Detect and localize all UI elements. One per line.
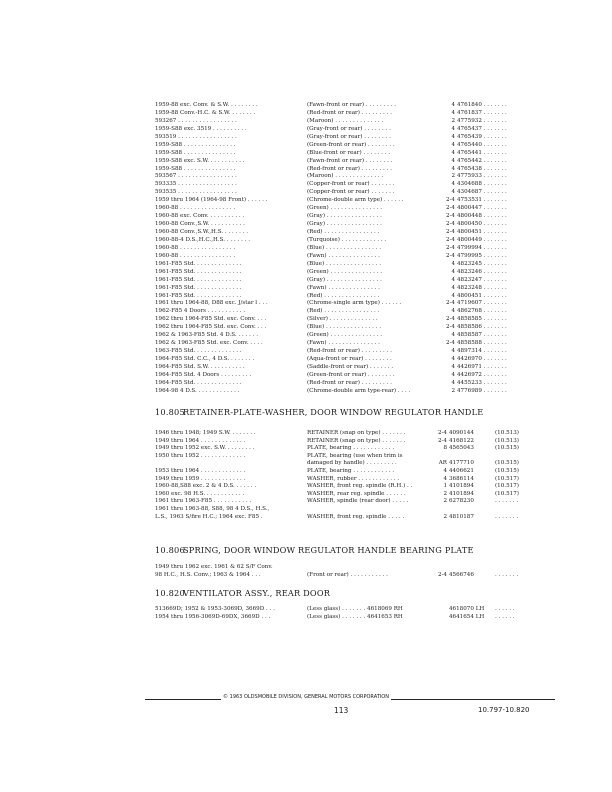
part-number-cell: 4823247 . . . . . . . [457, 276, 507, 283]
page-number: 113 [334, 706, 349, 715]
reference-cell: . . . . . . . [495, 571, 519, 578]
reference-cell: (10.515) [495, 460, 519, 467]
parts-row [155, 293, 555, 301]
parts-row [155, 237, 555, 245]
parts-row [155, 476, 555, 484]
part-number-cell: 4800447 . . . . . . . [457, 205, 507, 212]
parts-row [155, 158, 555, 166]
model-cell: 593335 . . . . . . . . . . . . . . . . . [155, 181, 237, 188]
parts-row [155, 253, 555, 261]
part-number-cell: 4765442 . . . . . . . [457, 157, 507, 164]
parts-row [155, 445, 555, 453]
description-cell: (Chrome-double arm type-rear) . . . . [307, 387, 411, 394]
section-number: 10.820 [155, 588, 185, 598]
model-cell: 1964-98 4 D.S. . . . . . . . . . . . . [155, 387, 240, 394]
part-number-cell: 4761837 . . . . . . . [457, 109, 507, 116]
section-title: VENTILATOR ASSY., REAR DOOR [183, 588, 331, 598]
parts-row [155, 308, 555, 316]
model-cell: 1949 thru 1962 exc. 1961 & 62 S/F Conv. [155, 564, 273, 570]
model-cell: 1959-S88 . . . . . . . . . . . . . . . [155, 141, 236, 148]
model-cell: 1959-S88 exc. 3519 . . . . . . . . . . [155, 125, 247, 132]
description-cell: (Red) . . . . . . . . . . . . . . . . [307, 229, 380, 235]
part-number-cell: 4618070 LH [449, 606, 485, 612]
description-cell: (Gray) . . . . . . . . . . . . . . . . [307, 276, 382, 283]
quantity-cell: 2-4 [445, 340, 455, 347]
quantity-cell: 4 [451, 189, 455, 196]
part-number-cell: 4858585 . . . . . . . [457, 316, 507, 323]
part-number-cell: 4566746 [449, 571, 474, 578]
quantity-cell: 4 [451, 165, 455, 172]
part-number-cell: 4455233 . . . . . . . [457, 379, 507, 386]
parts-row [155, 498, 555, 506]
parts-row [155, 269, 555, 277]
quantity-cell: 4 [451, 371, 455, 378]
quantity-cell: 4 [451, 125, 455, 132]
model-cell: 1960-88 . . . . . . . . . . . . . . . . [155, 205, 236, 212]
quantity-cell: 4 [451, 102, 455, 108]
part-number-cell: 4765439 . . . . . . . [457, 133, 507, 140]
section-title: SPRING, DOOR WINDOW REGULATOR HANDLE BEARING PLATE [183, 545, 474, 555]
description-cell: (Red) . . . . . . . . . . . . . . . . [307, 292, 380, 299]
quantity-cell: 4 [451, 332, 455, 339]
parts-row [155, 460, 555, 468]
description-cell: (Gray) . . . . . . . . . . . . . . . . [307, 221, 382, 228]
model-cell: 1961-F85 Std. . . . . . . . . . . . . . [155, 276, 242, 283]
parts-row [155, 372, 555, 380]
parts-row [155, 364, 555, 372]
section-number: 10.805 [155, 407, 185, 417]
quantity-cell: 4 [443, 475, 447, 482]
parts-row [155, 316, 555, 324]
part-number-cell: 4775932 . . . . . . . [457, 117, 507, 124]
model-cell: 1960-88 . . . . . . . . . . . . . . . . [155, 252, 236, 259]
model-cell: 1961 thru 1963-88, S88, 98 4 D.S., H.S., [155, 505, 270, 512]
description-cell: RETAINER (snap on type) . . . . . . . [307, 437, 406, 444]
model-cell: 1949 thru 1964 . . . . . . . . . . . . . [155, 437, 246, 444]
parts-row [155, 245, 555, 253]
quantity-cell: 4 [451, 363, 455, 370]
part-number-cell: 4765440 . . . . . . . [457, 141, 507, 148]
description-cell: (Green-front or rear) . . . . . . . . [307, 141, 395, 148]
description-cell: (Less glass) . . . . . . . 4618069 RH [307, 606, 403, 612]
reference-cell: (10.517) [495, 483, 519, 490]
description-cell: (Red) . . . . . . . . . . . . . . . . [307, 308, 380, 315]
part-number-cell: 4765437 . . . . . . . [457, 125, 507, 132]
parts-row [155, 118, 555, 126]
section-title: RETAINER-PLATE-WASHER, DOOR WINDOW REGULATOR HANDLE [183, 407, 484, 417]
parts-row [155, 491, 555, 499]
model-cell: 1963-F85 Std. . . . . . . . . . . . . . [155, 348, 242, 355]
description-cell: (Chrome-double arm type) . . . . . . [307, 197, 404, 204]
model-cell: 1961-F85 Std. . . . . . . . . . . . . . [155, 268, 242, 275]
part-number-cell: 4765441 . . . . . . . [457, 149, 507, 156]
parts-list [155, 102, 555, 396]
quantity-cell: 2 [443, 513, 447, 520]
description-cell: (Green) . . . . . . . . . . . . . . . [307, 332, 383, 339]
model-cell: 1960-88 Conv.,S.W. . . . . . . . . . . [155, 221, 245, 228]
model-cell: 1959-88 Conv.-H.C. & S.W. . . . . . . . [155, 109, 256, 116]
reference-cell: . . . . . . [495, 613, 515, 620]
description-cell: (Front or rear) . . . . . . . . . . . [307, 571, 388, 578]
part-number-cell: 4761840 . . . . . . . [457, 102, 507, 108]
description-cell: (Blue) . . . . . . . . . . . . . . . . [307, 244, 382, 251]
reference-cell: (10.517) [495, 475, 519, 482]
parts-row [155, 606, 555, 614]
part-number-cell: 4426970 . . . . . . . [457, 356, 507, 362]
part-number-cell: 4799995 . . . . . . . [457, 252, 507, 259]
part-number-cell: 4426972 . . . . . . . [457, 371, 507, 378]
parts-row [155, 388, 555, 396]
model-cell: 1961-F85 Std. . . . . . . . . . . . . . [155, 260, 242, 267]
copyright-text: © 1963 OLDSMOBILE DIVISION, GENERAL MOTORS CORPORATION [223, 694, 389, 700]
part-number-cell: 4641654 LH [449, 613, 485, 620]
section-number: 10.806 [155, 545, 185, 555]
description-cell: (Red-front or rear) . . . . . . . . . [307, 109, 392, 116]
quantity-cell: 2-4 [445, 229, 455, 235]
model-cell: 1959-S88 exc. S.W. . . . . . . . . . . [155, 157, 245, 164]
description-cell: WASHER, front reg. spindle . . . . . [307, 513, 405, 520]
quantity-cell: 1 [443, 483, 447, 490]
parts-row [155, 300, 555, 308]
part-number-cell: 4823246 . . . . . . . [457, 268, 507, 275]
quantity-cell: 2 [443, 490, 447, 497]
part-number-cell: 4799994 . . . . . . . [457, 244, 507, 251]
quantity-cell: 2-4 [445, 252, 455, 259]
parts-row [155, 572, 555, 580]
model-cell: 1961-F85 Std. . . . . . . . . . . . . . [155, 292, 242, 299]
quantity-cell: 2-4 [445, 244, 455, 251]
section-10805-list [155, 430, 555, 521]
reference-cell: (10.517) [495, 490, 519, 497]
model-cell: 1946 thru 1948; 1949 S.W. . . . . . . . [155, 430, 256, 436]
parts-row [155, 134, 555, 142]
quantity-cell: 4 [451, 292, 455, 299]
quantity-cell: 4 [451, 348, 455, 355]
part-number-cell: 4304687 . . . . . . . [457, 189, 507, 196]
model-cell: 593535 . . . . . . . . . . . . . . . . . [155, 189, 237, 196]
model-cell: 1960-88 Conv.,S.W.,H.S. . . . . . . . [155, 229, 249, 235]
quantity-cell: 2-4 [437, 430, 447, 436]
model-cell: 1964-F85 Std. . . . . . . . . . . . . . [155, 379, 242, 386]
quantity-cell: 2 [451, 387, 455, 394]
part-number-cell: 4765438 . . . . . . . [457, 165, 507, 172]
part-number-cell: 4800451 . . . . . . . [457, 292, 507, 299]
parts-row [155, 506, 555, 514]
model-cell: 1960-88-4 D.S.,H.C.,H.S. . . . . . . . [155, 236, 250, 243]
parts-row [155, 514, 555, 522]
part-number-cell: 4304688 . . . . . . . [457, 181, 507, 188]
part-number-cell: 4168122 [449, 437, 474, 444]
parts-row [155, 285, 555, 293]
part-number-cell: 4858587 . . . . . . . [457, 332, 507, 339]
description-cell: (Copper-front or rear) . . . . . . . [307, 189, 395, 196]
model-cell: 1954 thru 1956-3069D-69DX, 3669D . . . [155, 613, 271, 620]
quantity-cell: 4 [443, 467, 447, 474]
section-10820-list [155, 606, 555, 621]
description-cell: (Maroon) . . . . . . . . . . . . . . [307, 173, 384, 180]
quantity-cell: 2-4 [445, 316, 455, 323]
description-cell: (Gray) . . . . . . . . . . . . . . . . [307, 213, 382, 220]
description-cell: (Fawn-front or rear) . . . . . . . . [307, 157, 393, 164]
quantity-cell: 2-4 [445, 221, 455, 228]
description-cell: (Fawn) . . . . . . . . . . . . . . . [307, 284, 380, 291]
parts-row [155, 332, 555, 340]
reference-cell: . . . . . . . [495, 498, 519, 505]
description-cell: (Fawn-front or rear) . . . . . . . . . [307, 102, 397, 108]
part-number-cell: 4823245 . . . . . . . [457, 260, 507, 267]
description-cell: PLATE, bearing . . . . . . . . . . . . [307, 467, 395, 474]
part-number-cell: 3686114 [449, 475, 474, 482]
quantity-cell: 4 [451, 133, 455, 140]
quantity-cell: 2-4 [445, 205, 455, 212]
parts-row [155, 173, 555, 181]
description-cell: (Fawn) . . . . . . . . . . . . . . . [307, 340, 380, 347]
quantity-cell: 4 [451, 379, 455, 386]
model-cell: 1960-88 . . . . . . . . . . . . . . . . [155, 244, 236, 251]
parts-row [155, 483, 555, 491]
part-number-cell: 4101894 [449, 483, 474, 490]
part-number-cell: 4810187 [449, 513, 474, 520]
model-cell: 1949 thru 1952 exc. S.W. . . . . . . . . [155, 445, 255, 452]
quantity-cell: 4 [451, 276, 455, 283]
quantity-cell: 4 [451, 141, 455, 148]
model-cell: 1959-S88 . . . . . . . . . . . . . . . [155, 149, 236, 156]
description-cell: (Copper-front or rear) . . . . . . . [307, 181, 395, 188]
description-cell: (Red-front or rear) . . . . . . . . . [307, 165, 392, 172]
description-cell: (Red-front or rear) . . . . . . . . . [307, 348, 392, 355]
description-cell: (Maroon) . . . . . . . . . . . . . . [307, 117, 384, 124]
description-cell: damaged by handle) . . . . . . . . . [307, 460, 397, 467]
model-cell: 1959 thru 1964 (1964-98 Front) . . . . . . [155, 197, 268, 204]
reference-cell: (10.513) [495, 430, 519, 436]
model-cell: 593519 . . . . . . . . . . . . . . . . . [155, 133, 237, 140]
part-number-cell: 4775933 . . . . . . . [457, 173, 507, 180]
parts-row [155, 564, 555, 572]
parts-row [155, 438, 555, 446]
description-cell: (Fawn) . . . . . . . . . . . . . . . [307, 252, 380, 259]
quantity-cell: 2-4 [445, 197, 455, 204]
quantity-cell: 2-4 [445, 236, 455, 243]
model-cell: 1960-88,S88 exc. 2 & 4 D.S. . . . . . . [155, 483, 257, 490]
description-cell: (Saddle-front or rear) . . . . . . . [307, 363, 394, 370]
description-cell: (Gray-front or rear) . . . . . . . . [307, 125, 391, 132]
model-cell: 1964-F85 Std. C.C., 4 D.S. . . . . . . . [155, 356, 255, 362]
model-cell: L.S., 1963 S/fire H.C.; 1964 exc. F85 . [155, 513, 263, 520]
footer-copyright [0, 694, 612, 700]
parts-row [155, 189, 555, 197]
part-number-cell: 4406621 [449, 467, 474, 474]
model-cell: 1961-F85 Std. . . . . . . . . . . . . . [155, 284, 242, 291]
parts-row [155, 126, 555, 134]
quantity-cell: 2-4 [445, 300, 455, 307]
quantity-cell: 2-4 [437, 437, 447, 444]
part-number-cell: 4426971 . . . . . . . [457, 363, 507, 370]
parts-row [155, 614, 555, 622]
part-number-cell: 4800449 . . . . . . . [457, 236, 507, 243]
parts-row [155, 221, 555, 229]
parts-row [155, 205, 555, 213]
part-number-cell: 4776989 . . . . . . . [457, 387, 507, 394]
part-number-cell: 4858588 . . . . . . . [457, 340, 507, 347]
quantity-cell: 4 [451, 260, 455, 267]
parts-row [155, 229, 555, 237]
part-number-cell: 4897314 . . . . . . . [457, 348, 507, 355]
quantity-cell: 4 [451, 356, 455, 362]
parts-row [155, 213, 555, 221]
model-cell: 98 H.C., H.S. Conv.; 1963 & 1964 . . . [155, 571, 261, 578]
model-cell: 1964-F85 Std. 4 Doors . . . . . . . . . [155, 371, 252, 378]
description-cell: PLATE, bearing . . . . . . . . . . . . [307, 445, 395, 452]
parts-row [155, 356, 555, 364]
description-cell: (Turquoise) . . . . . . . . . . . . . [307, 236, 387, 243]
quantity-cell: 4 [451, 157, 455, 164]
reference-cell: . . . . . . [495, 606, 515, 612]
part-number-cell: 4800450 . . . . . . . [457, 221, 507, 228]
description-cell: (Blue-front or rear) . . . . . . . . [307, 149, 391, 156]
parts-row [155, 110, 555, 118]
description-cell: (Blue) . . . . . . . . . . . . . . . . [307, 324, 382, 331]
description-cell: (Green) . . . . . . . . . . . . . . . [307, 205, 383, 212]
description-cell: (Blue) . . . . . . . . . . . . . . . . [307, 260, 382, 267]
part-number-cell: 4858586 . . . . . . . [457, 324, 507, 331]
quantity-cell: 2 [451, 173, 455, 180]
description-cell: (Chrome-single arm type) . . . . . . [307, 300, 402, 307]
quantity-cell: 2-4 [437, 571, 447, 578]
parts-row [155, 181, 555, 189]
parts-row [155, 453, 555, 461]
description-cell: WASHER, rear reg. spindle . . . . . . [307, 490, 406, 497]
model-cell: 1959-88 exc. Conv. & S.W. . . . . . . . . [155, 102, 258, 108]
reference-cell: (10.515) [495, 445, 519, 452]
model-cell: 1960 exc. 98 H.S. . . . . . . . . . . . [155, 490, 245, 497]
parts-row [155, 166, 555, 174]
description-cell: WASHER, front reg. spindle (R.H.) . . [307, 483, 413, 490]
parts-row [155, 102, 555, 110]
quantity-cell: AR [438, 460, 447, 467]
reference-cell: (10.515) [495, 467, 519, 474]
description-cell: (Silver) . . . . . . . . . . . . . . [307, 316, 378, 323]
description-cell: RETAINER (snap on type) . . . . . . . [307, 430, 406, 436]
description-cell: (Gray-front or rear) . . . . . . . . [307, 133, 391, 140]
description-cell: (Aqua-front or rear) . . . . . . . . [307, 356, 392, 362]
description-cell: (Green-front or rear) . . . . . . . . [307, 371, 395, 378]
model-cell: 513669D; 1952 & 1953-3069D, 3669D . . . [155, 606, 275, 612]
part-number-cell: 4800451 . . . . . . . [457, 229, 507, 235]
parts-row [155, 324, 555, 332]
parts-row [155, 348, 555, 356]
model-cell: 1962 thru 1964-F85 Std. exc. Conv. . . . [155, 324, 267, 331]
description-cell: (Green) . . . . . . . . . . . . . . . [307, 268, 383, 275]
description-cell: (Red-front or rear) . . . . . . . . . [307, 379, 392, 386]
model-cell: 1950 thru 1952 . . . . . . . . . . . . . [155, 452, 246, 459]
parts-row [155, 261, 555, 269]
quantity-cell: 4 [451, 268, 455, 275]
model-cell: 1961 thru 1964-88, D88 exc. J/star l . . . [155, 300, 268, 307]
model-cell: 1962 thru 1964-F85 Std. exc. Conv. . . . [155, 316, 267, 323]
parts-row [155, 468, 555, 476]
quantity-cell: 4 [451, 109, 455, 116]
parts-row [155, 340, 555, 348]
model-cell: 593567 . . . . . . . . . . . . . . . . . [155, 173, 237, 180]
quantity-cell: 2 [451, 117, 455, 124]
part-number-cell: 4090144 [449, 430, 474, 436]
reference-cell: . . . . . . . [495, 513, 519, 520]
part-number-cell: 4565043 [449, 445, 474, 452]
part-number-cell: 4177710 [449, 460, 474, 467]
parts-row [155, 277, 555, 285]
model-cell: 1962-F85 4 Doors . . . . . . . . . . . [155, 308, 246, 315]
quantity-cell: 2 [443, 498, 447, 505]
part-number-cell: 4719607 . . . . . . . [457, 300, 507, 307]
parts-row [155, 380, 555, 388]
quantity-cell: 4 [451, 181, 455, 188]
description-cell: (Less glass) . . . . . . . 4641653 RH [307, 613, 403, 620]
parts-row [155, 150, 555, 158]
parts-row [155, 142, 555, 150]
part-number-cell: 4823248 . . . . . . . [457, 284, 507, 291]
model-cell: 1962 & 1963-F85 Std. 4 D.S. . . . . . . [155, 332, 259, 339]
parts-row [155, 197, 555, 205]
part-number-cell: 4753531 . . . . . . . [457, 197, 507, 204]
part-number-cell: 6278230 [449, 498, 474, 505]
page-range: 10.797-10.820 [478, 706, 530, 714]
model-cell: 1959-S88 . . . . . . . . . . . . . . . [155, 165, 236, 172]
model-cell: 1953 thru 1964 . . . . . . . . . . . . . [155, 467, 246, 474]
quantity-cell: 4 [451, 308, 455, 315]
model-cell: 593267 . . . . . . . . . . . . . . . . . [155, 117, 237, 124]
parts-row [155, 430, 555, 438]
quantity-cell: 8 [443, 445, 447, 452]
description-cell: WASHER, spindle (rear door) . . . . . [307, 498, 409, 505]
quantity-cell: 4 [451, 149, 455, 156]
description-cell: PLATE, bearing (use when trim is [307, 452, 403, 459]
model-cell: 1964-F85 Std. S.W. . . . . . . . . . . [155, 363, 245, 370]
reference-cell: (10.513) [495, 437, 519, 444]
part-number-cell: 4800448 . . . . . . . [457, 213, 507, 220]
section-10806-list [155, 564, 555, 579]
model-cell: 1961 thru 1963-F85 . . . . . . . . . . . [155, 498, 252, 505]
model-cell: 1960-88 exc. Conv. . . . . . . . . . . [155, 213, 245, 220]
quantity-cell: 2-4 [445, 213, 455, 220]
part-number-cell: 4101894 [449, 490, 474, 497]
part-number-cell: 4862768 . . . . . . . [457, 308, 507, 315]
description-cell: WASHER, rubber . . . . . . . . . . . . [307, 475, 400, 482]
quantity-cell: 2-4 [445, 324, 455, 331]
quantity-cell: 4 [451, 284, 455, 291]
model-cell: 1949 thru 1959 . . . . . . . . . . . . . [155, 475, 246, 482]
model-cell: 1962 & 1963-F85 Std. exc. Conv. . . . . [155, 340, 263, 347]
